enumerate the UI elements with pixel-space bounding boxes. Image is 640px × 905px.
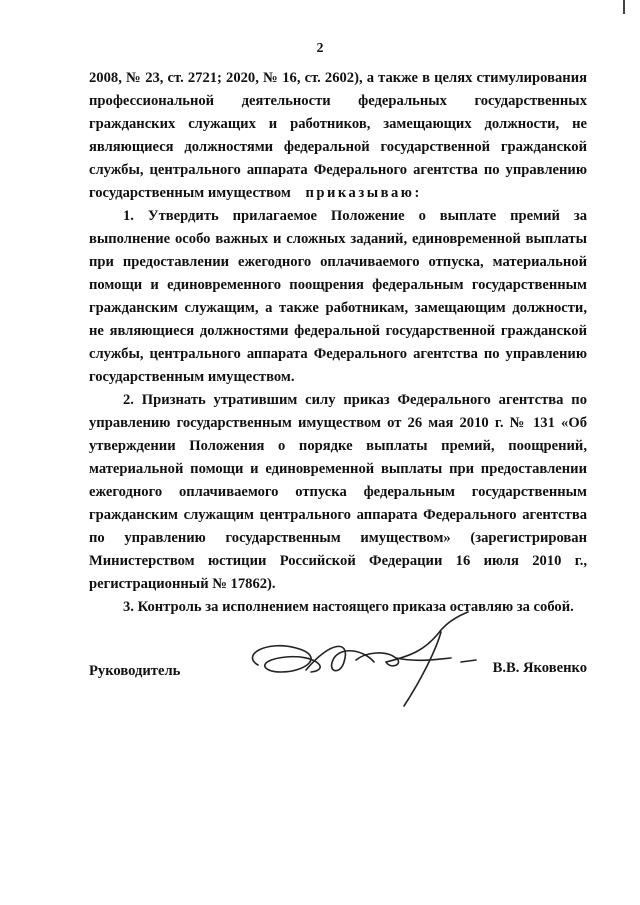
intro-paragraph — [89, 67, 587, 205]
document-body — [89, 67, 587, 619]
intro-text: 2008, № 23, ст. 2721; 2020, № 16, ст. 2602), а также в целях стимулирования профессиональной деятельности федеральных государственных гражданских служащих и работников, замещающих должности, не являющиеся должностями федеральной государственной гражданской службы, центрального аппарата Федерального агентства по управлению государственным имуществом — [89, 70, 587, 201]
item-3: 3. Контроль за исполнением настоящего приказа оставляю за собой. — [123, 599, 574, 615]
order-word: приказываю: — [305, 185, 422, 201]
scan-mark — [623, 0, 625, 14]
handwritten-signature — [236, 610, 496, 710]
item-2: 2. Признать утратившим силу приказ Федерального агентства по управлению государственным имуществом от 26 мая 2010 г. № 131 «Об утверждении Положения о порядке выплаты премий, поощрений, материальной помощи и единовременной выплаты при предоставлении ежегодного оплачиваемого отпуска федеральным государственным гражданским служащим центрального аппарата Федерального агентства по управлению государственным имуществом» (зарегистрирован Министерством юстиции Российской Федерации 16 июля 2010 г., регистрационный № 17862). — [89, 392, 587, 592]
item-1: 1. Утвердить прилагаемое Положение о выплате премий за выполнение особо важных и сложных заданий, единовременной выплаты при предоставлении ежегодного оплачиваемого отпуска, материальной помощи и единовременного поощрения федеральным государственным гражданским служащим, а также работникам, замещающим должности, не являющиеся должностями федеральной государственной гражданской службы, центрального аппарата Федерального агентства по управлению государственным имуществом. — [89, 208, 587, 385]
signatory-name: В.В. Яковенко — [492, 660, 587, 676]
page-number: 2 — [316, 41, 324, 56]
signatory-title: Руководитель — [89, 663, 181, 679]
